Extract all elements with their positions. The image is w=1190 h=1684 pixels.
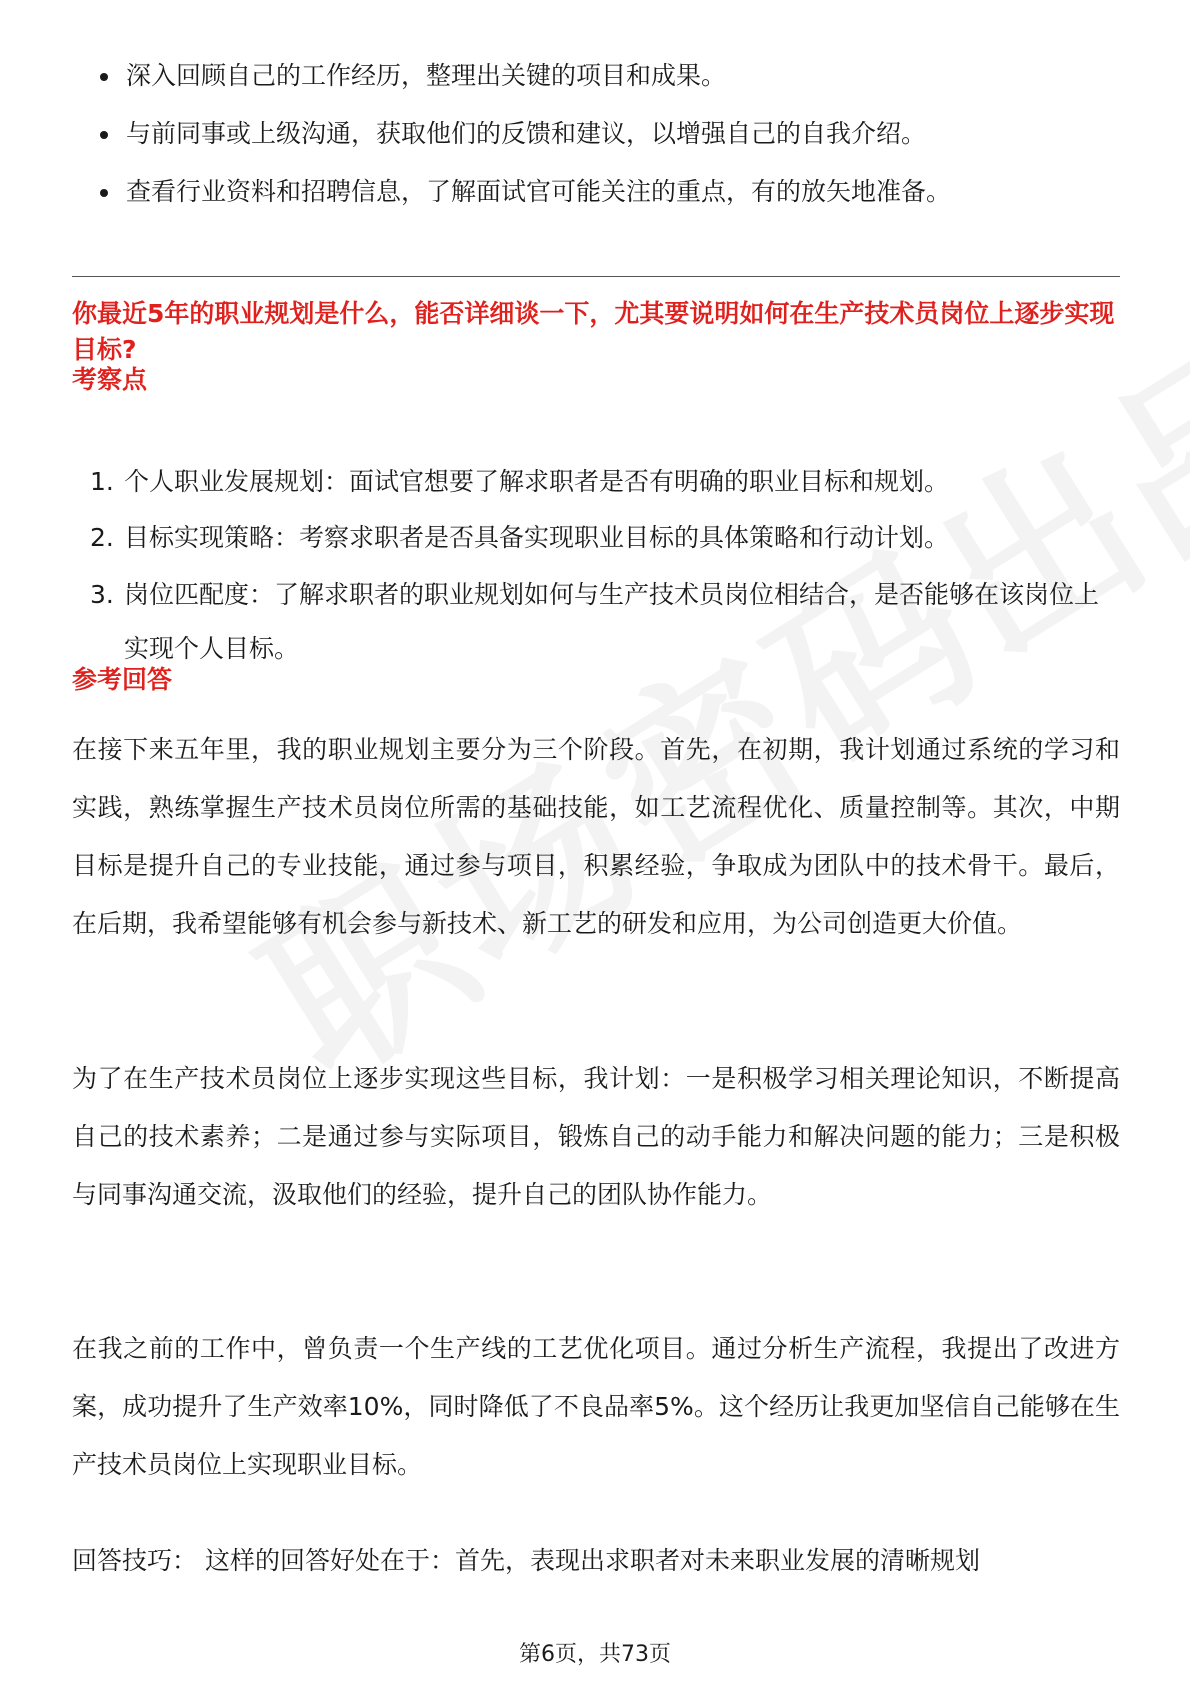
- list-item: [80, 568, 1120, 676]
- prep-tips-list: [90, 58, 1120, 232]
- list-number: 1.: [90, 467, 114, 496]
- section-heading-examine: 考察点: [72, 365, 148, 394]
- list-number: 2.: [90, 523, 114, 552]
- answer-paragraph: 为了在生产技术员岗位上逐步实现这些目标，我计划：一是积极学习相关理论知识，不断提高自己的技术素养；二是通过参与实际项目，锻炼自己的动手能力和解决问题的能力；三是积极与同事沟通交流，汲取他们的经验，提升自己的团队协作能力。: [72, 1064, 1120, 1209]
- list-item: [80, 464, 1120, 500]
- section-heading-answer: 参考回答: [72, 665, 173, 694]
- answer-tips: 回答技巧： 这样的回答好处在于：首先，表现出求职者对未来职业发展的清晰规划: [72, 1546, 980, 1575]
- watermark: [208, 266, 1190, 1127]
- list-text: 目标实现策略：考察求职者是否具备实现职业目标的具体策略和行动计划。: [124, 523, 950, 552]
- list-text: 个人职业发展规划：面试官想要了解求职者是否有明确的职业目标和规划。: [124, 467, 950, 496]
- interview-question: 你最近5年的职业规划是什么，能否详细谈一下，尤其要说明如何在生产技术员岗位上逐步实现目标?: [72, 299, 1115, 364]
- answer-paragraph: 在我之前的工作中，曾负责一个生产线的工艺优化项目。通过分析生产流程，我提出了改进方案，成功提升了生产效率10%，同时降低了不良品率5%。这个经历让我更加坚信自己能够在生产技术员岗位上实现职业目标。: [72, 1334, 1120, 1479]
- list-item: 与前同事或上级沟通，获取他们的反馈和建议，以增强自己的自我介绍。: [90, 116, 1120, 152]
- list-item: [80, 520, 1120, 556]
- list-item: 深入回顾自己的工作经历，整理出关键的项目和成果。: [90, 58, 1120, 94]
- list-number: 3.: [90, 580, 114, 609]
- examine-points-list: [80, 464, 1120, 696]
- page-number: 第6页，共73页: [519, 1642, 671, 1667]
- list-item: 查看行业资料和招聘信息，了解面试官可能关注的重点，有的放矢地准备。: [90, 174, 1120, 210]
- section-divider: [72, 276, 1120, 277]
- list-text: 岗位匹配度：了解求职者的职业规划如何与生产技术员岗位相结合，是否能够在该岗位上实现个人目标。: [124, 580, 1100, 663]
- answer-paragraph: 在接下来五年里，我的职业规划主要分为三个阶段。首先，在初期，我计划通过系统的学习和实践，熟练掌握生产技术员岗位所需的基础技能，如工艺流程优化、质量控制等。其次，中期目标是提升自己的专业技能，通过参与项目，积累经验，争取成为团队中的技术骨干。最后，在后期，我希望能够有机会参与新技术、新工艺的研发和应用，为公司创造更大价值。: [72, 735, 1120, 938]
